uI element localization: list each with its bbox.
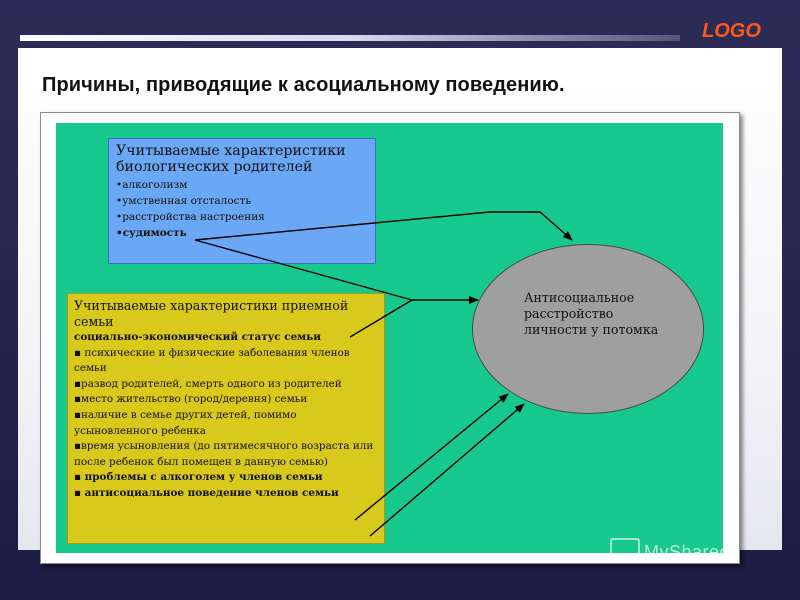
outcome-label: Антисоциальное расстройство личности у потомка [524, 290, 659, 337]
list-item: •алкоголизм [116, 179, 188, 191]
biological-parents-title: Учитываемые характеристики биологических родителей [116, 143, 346, 175]
list-item: •судимость [116, 227, 187, 239]
list-item: ▪ антисоциальное поведение членов семьи [74, 486, 339, 499]
arrow-antisocial-to-outcome [370, 404, 524, 536]
list-item: ▪ проблемы с алкоголем у членов семьи [74, 471, 323, 484]
logo: LOGO [702, 20, 761, 42]
adoptive-family-title: Учитываемые характеристики приемной семьи [74, 298, 349, 329]
list-item: ▪место жительство (город/деревня) семьи [74, 393, 308, 406]
list-item: социально-экономический статус семьи [74, 331, 321, 343]
list-item: ▪развод родителей, смерть одного из родителей [74, 377, 342, 390]
watermark [610, 538, 730, 563]
list-item: •умственная отсталость [116, 195, 252, 207]
slide-title: Причины, приводящие к асоциальному поведению. [42, 74, 565, 96]
list-item: ▪время усыновления (до пятимесячного возраста или после ребенок был помещен в данную семью) [74, 440, 374, 468]
list-item: ▪наличие в семье других детей, помимо усыновленного ребенка [74, 408, 297, 437]
arrow-alcohol-to-outcome [355, 394, 508, 520]
list-item: ▪ психические и физические заболевания членов семьи [74, 346, 350, 375]
line-bio-to-junction [195, 240, 412, 300]
line-social-to-junction [350, 300, 412, 337]
watermark-text: MyShared [644, 542, 731, 562]
list-item: •расстройства настроения [116, 211, 265, 223]
arrow-bio-to-outcome [195, 212, 572, 240]
presentation-icon [610, 538, 640, 562]
